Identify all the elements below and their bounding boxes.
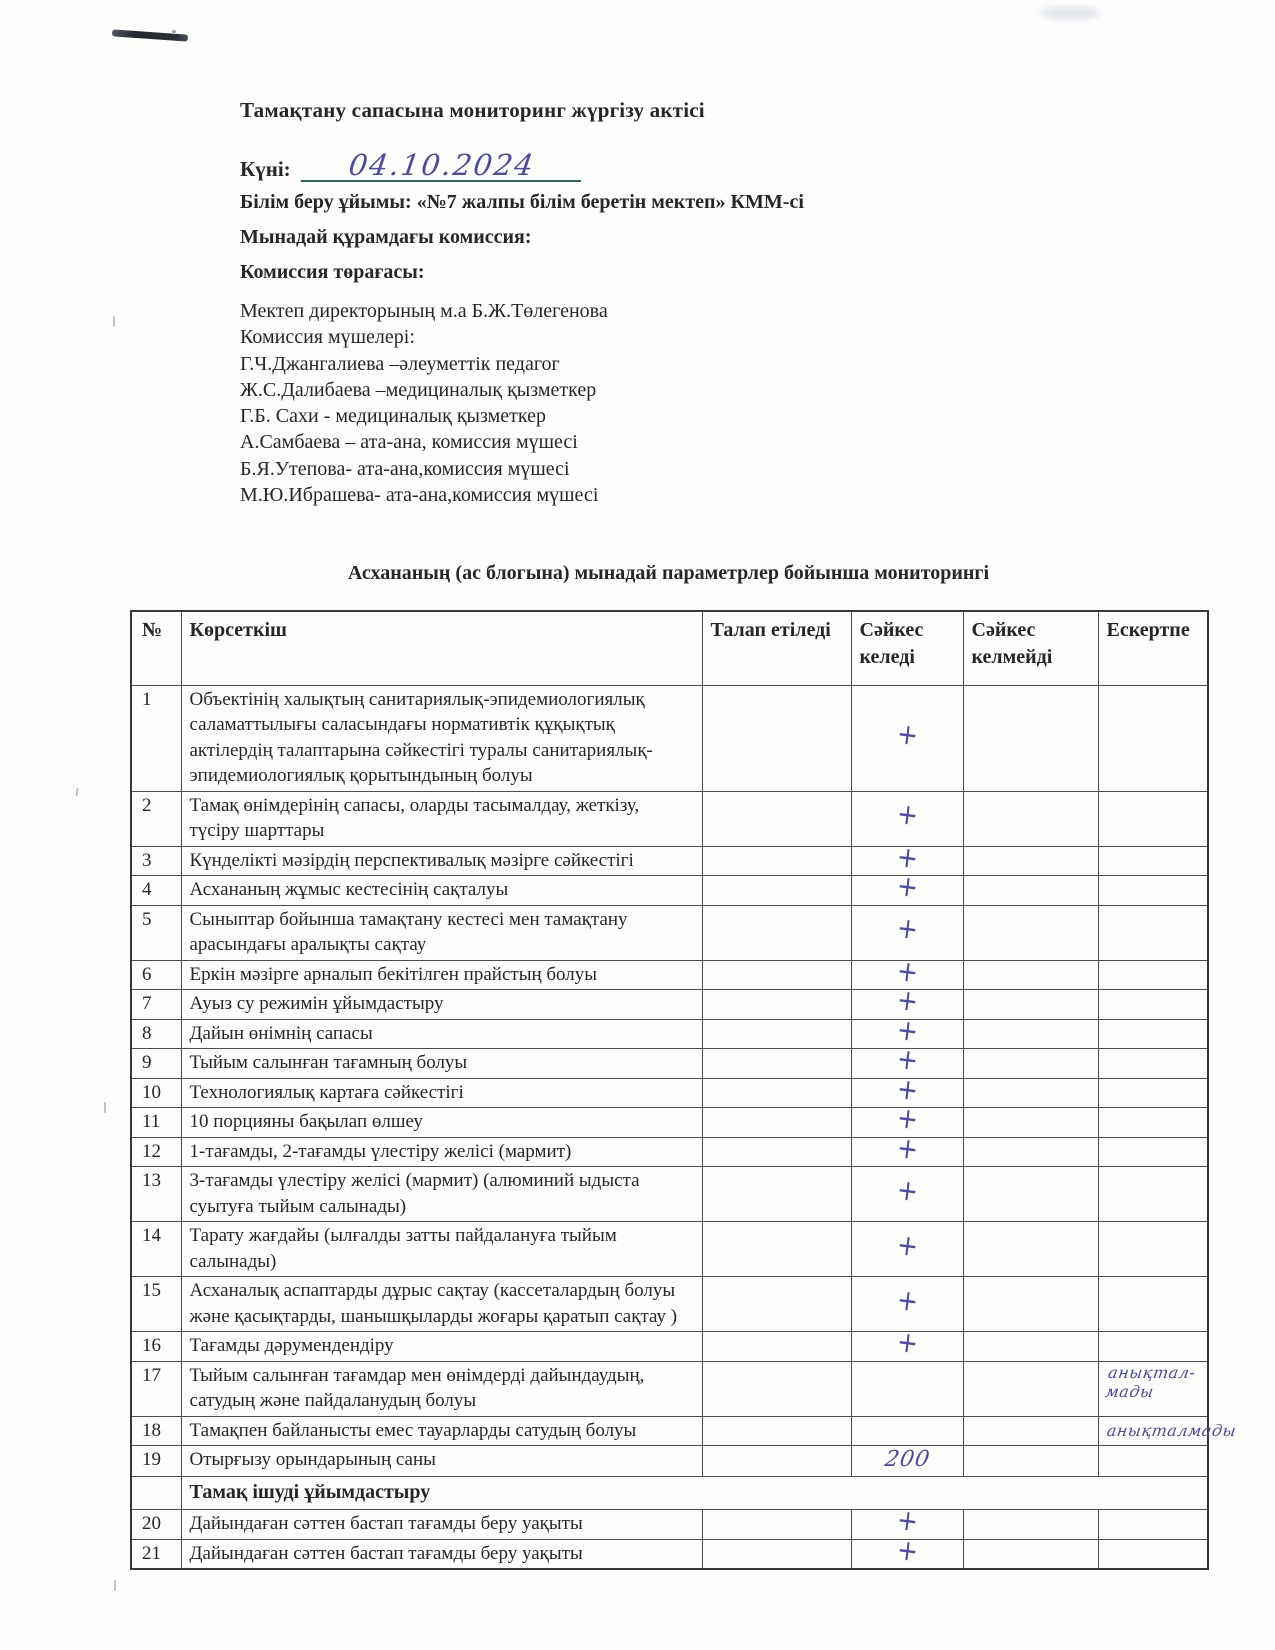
member-line: М.Ю.Ибрашева- ата-ана,комиссия мүшесі xyxy=(240,484,599,507)
scan-artifact-dot xyxy=(172,30,176,33)
date-underline xyxy=(301,146,581,182)
chairman-label: Комиссия төрағасы: xyxy=(240,261,425,283)
cell-required xyxy=(702,791,851,846)
cell-required xyxy=(702,1539,851,1569)
row-indicator-cell: Дайындаған сәттен бастап тағамды беру уақыты xyxy=(181,1510,702,1540)
cell-remark xyxy=(1098,846,1208,876)
table-row xyxy=(131,685,1208,791)
cell-required xyxy=(702,1332,851,1362)
table-row xyxy=(131,876,1208,906)
col-header-complies: Сәйкес келеді xyxy=(851,611,963,685)
cell-complies xyxy=(851,1222,963,1277)
row-indicator-cell: Тамақ өнімдерінің сапасы, оларды тасымалдау, жеткізу, түсіру шарттары xyxy=(181,791,702,846)
date-line xyxy=(240,146,581,182)
row-indicator-cell: Дайындаған сәттен бастап тағамды беру уақыты xyxy=(181,1539,702,1569)
row-number-cell: 3 xyxy=(131,846,181,876)
member-line: Мектеп директорының м.а Б.Ж.Төлегенова xyxy=(240,300,608,322)
row-number-cell: 19 xyxy=(131,1446,181,1477)
handwritten-check-mark: + xyxy=(894,868,920,905)
cell-not-complies xyxy=(963,1416,1098,1446)
commission-intro: Мынадай құрамдағы комиссия: xyxy=(240,226,532,248)
cell-not-complies xyxy=(963,1510,1098,1540)
row-indicator-cell: Тағамды дәрумендендіру xyxy=(181,1332,702,1362)
cell-required xyxy=(702,1167,851,1222)
cell-not-complies xyxy=(963,1277,1098,1332)
member-line: Г.Б. Сахи - медициналық қызметкер xyxy=(240,405,546,428)
cell-remark xyxy=(1098,1137,1208,1167)
monitoring-table-head xyxy=(131,611,1208,685)
handwritten-check-mark: + xyxy=(894,1282,920,1319)
row-indicator-cell: Тыйым салынған тағамдар мен өнімдерді дайындаудың, сатудың және пайдаланудың болуы xyxy=(181,1361,702,1416)
table-row xyxy=(131,1108,1208,1138)
cell-not-complies xyxy=(963,791,1098,846)
row-number-cell: 2 xyxy=(131,791,181,846)
member-line: А.Самбаева – ата-ана, комиссия мүшесі xyxy=(240,431,578,454)
scan-artifact-smudge xyxy=(1040,6,1100,20)
cell-complies xyxy=(851,1532,963,1569)
scan-artifact-tick xyxy=(75,788,78,796)
cell-not-complies xyxy=(963,876,1098,906)
table-row xyxy=(131,1416,1208,1446)
cell-required xyxy=(702,1049,851,1079)
row-number-cell: 6 xyxy=(131,960,181,990)
cell-complies xyxy=(851,1416,963,1446)
row-number-cell: 1 xyxy=(131,685,181,791)
cell-required xyxy=(702,685,851,791)
handwritten-check-mark: + xyxy=(894,1227,920,1264)
table-row xyxy=(131,1446,1208,1477)
header-row xyxy=(131,611,1208,685)
row-number-cell: 21 xyxy=(131,1539,181,1569)
col-header-not-complies: Сәйкес келмейді xyxy=(963,611,1098,685)
cell-not-complies xyxy=(963,1361,1098,1416)
cell-remark xyxy=(1098,1078,1208,1108)
row-indicator-cell: Тарату жағдайы (ылғалды затты пайдалануға тыйым салынады) xyxy=(181,1222,702,1277)
handwritten-value: 200 xyxy=(882,1447,932,1472)
organization-line: Білім беру ұйымы: «№7 жалпы білім беретін мектеп» КММ-сі xyxy=(240,191,804,213)
table-title: Асхананың (ас блогына) мынадай параметрлер бойынша мониторингі xyxy=(347,562,990,584)
handwritten-check-mark: + xyxy=(894,910,920,947)
table-row xyxy=(131,846,1208,876)
handwritten-check-mark: + xyxy=(894,1012,920,1048)
cell-remark xyxy=(1098,1416,1237,1446)
cell-required xyxy=(702,1446,851,1477)
cell-required xyxy=(702,960,851,990)
table-row xyxy=(131,905,1208,960)
row-indicator-cell: Ауыз су режимін ұйымдастыру xyxy=(181,990,702,1020)
cell-not-complies xyxy=(963,990,1098,1020)
cell-remark xyxy=(1098,685,1208,791)
row-indicator-cell: Объектінің халықтың санитариялық-эпидемиологиялық саламаттылығы саласындағы нормативтік құқықтық актілердің талаптарына сәйкестігі туралы санитариялық-эпидемиологиялық қорытындының болуы xyxy=(181,685,702,791)
cell-required xyxy=(702,1277,851,1332)
cell-remark xyxy=(1098,1049,1208,1079)
cell-remark xyxy=(1098,1332,1208,1362)
scan-artifact-tick xyxy=(114,1580,116,1591)
member-line: Г.Ч.Джангалиева –әлеуметтік педагог xyxy=(240,352,560,375)
cell-not-complies xyxy=(963,1108,1098,1138)
cell-not-complies xyxy=(963,905,1098,960)
col-header-number: № xyxy=(131,611,181,685)
cell-complies xyxy=(851,791,963,846)
cell-remark xyxy=(1098,1277,1208,1332)
cell-complies xyxy=(851,1324,963,1362)
row-indicator-cell: Тыйым салынған тағамның болуы xyxy=(181,1049,702,1079)
table-row xyxy=(131,1137,1208,1167)
cell-not-complies xyxy=(963,1539,1098,1569)
section-row xyxy=(131,1476,1208,1510)
cell-remark xyxy=(1098,1019,1208,1049)
row-number-cell: 17 xyxy=(131,1361,181,1416)
cell-complies xyxy=(851,905,963,960)
table-row xyxy=(131,1361,1208,1416)
cell-remark xyxy=(1098,905,1208,960)
cell-not-complies xyxy=(963,685,1098,791)
row-indicator-cell: Күнделікті мәзірдің перспективалық мәзірге сәйкестігі xyxy=(181,846,702,876)
table-row xyxy=(131,791,1208,846)
cell-remark xyxy=(1098,791,1208,846)
row-number-cell: 13 xyxy=(131,1167,181,1222)
section-title: Тамақ ішуді ұйымдастыру xyxy=(181,1476,1208,1510)
table-row xyxy=(131,1167,1208,1222)
row-indicator-cell: Отырғызу орындарының саны xyxy=(181,1446,702,1477)
table-row xyxy=(131,1332,1208,1362)
row-indicator-cell: Тамақпен байланысты емес тауарларды сатудың болуы xyxy=(181,1416,702,1446)
cell-required xyxy=(702,1361,851,1416)
cell-required xyxy=(702,876,851,906)
cell-required xyxy=(702,1222,851,1277)
cell-remark xyxy=(1098,1510,1208,1540)
table-row xyxy=(131,1539,1208,1569)
cell-not-complies xyxy=(963,1332,1098,1362)
row-indicator-cell: Дайын өнімнің сапасы xyxy=(181,1019,702,1049)
table-row xyxy=(131,990,1208,1020)
cell-not-complies xyxy=(963,846,1098,876)
date-label: Күні: xyxy=(240,157,291,181)
cell-remark xyxy=(1098,876,1208,906)
row-indicator-cell: Технологиялық картаға сәйкестігі xyxy=(181,1078,702,1108)
cell-required xyxy=(702,1019,851,1049)
handwritten-check-mark: + xyxy=(894,1532,920,1568)
handwritten-check-mark: + xyxy=(894,1041,920,1078)
cell-complies xyxy=(851,868,963,906)
cell-required xyxy=(702,1137,851,1167)
cell-remark xyxy=(1098,1167,1208,1222)
handwritten-check-mark: + xyxy=(894,1502,920,1539)
table-row xyxy=(131,1222,1208,1277)
row-indicator-cell: Асхананың жұмыс кестесінің сақталуы xyxy=(181,876,702,906)
scan-artifact-tick xyxy=(104,1102,106,1113)
handwritten-check-mark: + xyxy=(894,1172,920,1209)
row-number-cell: 7 xyxy=(131,990,181,1020)
cell-not-complies xyxy=(963,1137,1098,1167)
handwritten-check-mark: + xyxy=(894,1100,920,1137)
cell-complies xyxy=(851,1446,963,1477)
handwritten-note: анықталмады xyxy=(1105,1420,1237,1440)
row-number-cell: 9 xyxy=(131,1049,181,1079)
cell-remark xyxy=(1098,960,1208,990)
cell-required xyxy=(702,905,851,960)
cell-remark xyxy=(1098,1222,1208,1277)
row-number-cell: 16 xyxy=(131,1332,181,1362)
cell-not-complies xyxy=(963,1078,1098,1108)
cell-not-complies xyxy=(963,960,1098,990)
cell-complies xyxy=(851,1130,963,1167)
cell-complies xyxy=(851,1361,963,1416)
row-number-cell: 14 xyxy=(131,1222,181,1277)
table-row xyxy=(131,960,1208,990)
member-line: Ж.С.Далибаева –медициналық қызметкер xyxy=(240,378,597,401)
row-indicator-cell: 3-тағамды үлестіру желісі (мармит) (алюминий ыдыста суытуға тыйым салынады) xyxy=(181,1167,702,1222)
row-indicator-cell: Еркін мәзірге арналып бекітілген прайстың болуы xyxy=(181,960,702,990)
row-number-cell: 8 xyxy=(131,1019,181,1049)
row-indicator-cell: 10 порцияны бақылап өлшеу xyxy=(181,1108,702,1138)
handwritten-check-mark: + xyxy=(894,1130,920,1166)
row-number-cell: 10 xyxy=(131,1078,181,1108)
table-row xyxy=(131,1049,1208,1079)
cell-remark xyxy=(1098,990,1208,1020)
cell-remark xyxy=(1098,1108,1208,1138)
cell-not-complies xyxy=(963,1222,1098,1277)
cell-required xyxy=(702,1078,851,1108)
cell-required xyxy=(702,1108,851,1138)
cell-not-complies xyxy=(963,1446,1098,1477)
cell-remark xyxy=(1098,1446,1208,1477)
cell-not-complies xyxy=(963,1019,1098,1049)
document-title: Тамақтану сапасына мониторинг жүргізу актісі xyxy=(240,98,705,122)
cell-not-complies xyxy=(963,1049,1098,1079)
row-indicator-cell: 1-тағамды, 2-тағамды үлестіру желісі (мармит) xyxy=(181,1137,702,1167)
row-number-cell: 4 xyxy=(131,876,181,906)
col-header-remark: Ескертпе xyxy=(1098,611,1208,685)
scan-artifact-tick xyxy=(113,316,115,327)
member-line: Б.Я.Утепова- ата-ана,комиссия мүшесі xyxy=(240,457,570,480)
row-number-cell: 18 xyxy=(131,1416,181,1446)
handwritten-check-mark: + xyxy=(894,1071,920,1107)
table-row xyxy=(131,1277,1208,1332)
col-header-required: Талап етіледі xyxy=(702,611,851,685)
table-row xyxy=(131,1510,1208,1540)
row-number-cell: 20 xyxy=(131,1510,181,1540)
handwritten-check-mark: + xyxy=(894,716,920,753)
row-number-cell: 12 xyxy=(131,1137,181,1167)
handwritten-check-mark: + xyxy=(894,982,920,1019)
scan-artifact-streak xyxy=(112,29,188,41)
commission-members xyxy=(240,298,608,508)
col-header-indicator: Көрсеткіш xyxy=(181,611,702,685)
monitoring-table xyxy=(130,610,1237,1570)
handwritten-check-mark: + xyxy=(894,839,920,875)
cell-remark xyxy=(1098,1361,1208,1416)
table-row xyxy=(131,1019,1208,1049)
cell-complies xyxy=(851,1277,963,1332)
row-number-cell xyxy=(131,1476,181,1510)
handwritten-note: анықтал-мады xyxy=(1103,1362,1197,1401)
row-number-cell: 15 xyxy=(131,1277,181,1332)
table-row xyxy=(131,1078,1208,1108)
row-number-cell: 5 xyxy=(131,905,181,960)
handwritten-date: 04.10.2024 xyxy=(346,148,538,182)
cell-not-complies xyxy=(963,1167,1098,1222)
handwritten-check-mark: + xyxy=(894,796,920,833)
handwritten-check-mark: + xyxy=(894,953,920,989)
cell-remark xyxy=(1098,1539,1208,1569)
cell-required xyxy=(702,1416,851,1446)
cell-required xyxy=(702,990,851,1020)
handwritten-check-mark: + xyxy=(894,1324,920,1361)
cell-complies xyxy=(851,1167,963,1222)
cell-complies xyxy=(851,685,963,791)
row-indicator-cell: Сыныптар бойынша тамақтану кестесі мен тамақтану арасындағы аралықты сақтау xyxy=(181,905,702,960)
monitoring-table-body xyxy=(131,685,1237,1569)
row-indicator-cell: Асханалық аспаптарды дұрыс сақтау (кассеталардың болуы және қасықтарды, шанышқыларды жоғары қаратып сақтау ) xyxy=(181,1277,702,1332)
cell-required xyxy=(702,846,851,876)
member-line: Комиссия мүшелері: xyxy=(240,326,415,349)
row-number-cell: 11 xyxy=(131,1108,181,1138)
cell-required xyxy=(702,1510,851,1540)
